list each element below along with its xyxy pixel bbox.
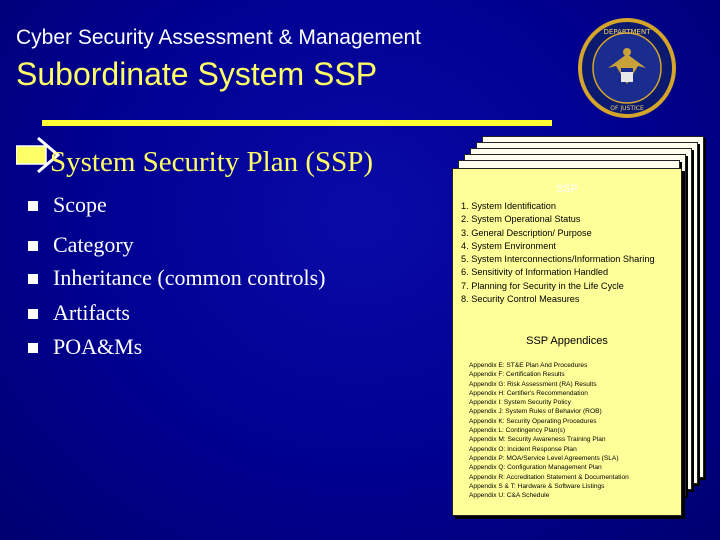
list-item: 8. Security Control Measures [461, 294, 580, 305]
square-bullet-icon [28, 241, 38, 251]
department-of-justice-seal-logo [578, 18, 676, 118]
title-underline-rule [42, 120, 552, 126]
appendix-list [469, 361, 629, 500]
slide-title: Subordinate System SSP [16, 56, 378, 92]
list-item: Appendix K: Security Operating Procedures [469, 417, 597, 425]
section-heading: System Security Plan (SSP) [50, 146, 374, 178]
square-bullet-icon [28, 201, 38, 211]
list-item: Appendix U: C&A Schedule [469, 492, 550, 500]
list-item: Appendix P: MOA/Service Level Agreements (SLA) [469, 454, 619, 462]
list-item: 7. Planning for Security in the Life Cycle [461, 280, 624, 291]
list-item: Appendix L: Contingency Plan(s) [469, 427, 566, 435]
list-item: 4. System Environment [461, 240, 556, 251]
appendices-title: SSP Appendices [526, 335, 608, 347]
list-item: 5. System Interconnections/Information Sharing [461, 254, 655, 265]
list-item: 3. General Description/ Purpose [461, 227, 592, 238]
svg-text:OF JUSTICE: OF JUSTICE [610, 105, 644, 112]
list-item: Appendix E: ST&E Plan And Procedures [469, 362, 588, 369]
list-item: 2. System Operational Status [461, 214, 581, 225]
slide-subtitle: Cyber Security Assessment & Management [16, 26, 422, 49]
square-bullet-icon [28, 309, 38, 319]
list-item: Appendix I: System Security Policy [469, 399, 571, 407]
list-item: Appendix G: Risk Assessment (RA) Results [469, 380, 597, 388]
list-item: Appendix F: Certification Results [469, 371, 565, 379]
list-item: Appendix M: Security Awareness Training Plan [469, 436, 606, 444]
list-item: Appendix O: Incident Response Plan [469, 445, 577, 453]
list-item: Appendix J: System Rules of Behavior (ROB) [469, 408, 602, 416]
ssp-section-list [461, 200, 655, 306]
square-bullet-icon [28, 274, 38, 284]
list-item: Appendix R: Accreditation Statement & Documentation [469, 473, 629, 481]
list-item: Appendix H: Certifier's Recommendation [469, 389, 588, 397]
square-bullet-icon [28, 343, 38, 353]
list-item: Appendix S & T: Hardware & Software Listings [469, 482, 605, 490]
list-item: 6. Sensitivity of Information Handled [461, 267, 609, 278]
list-item: Appendix Q: Configuration Management Plan [469, 464, 602, 472]
ssp-document [452, 168, 682, 516]
list-item: 1. System Identification [461, 201, 556, 211]
svg-text:DEPARTMENT: DEPARTMENT [603, 28, 651, 36]
document-title: SSP [555, 183, 578, 195]
